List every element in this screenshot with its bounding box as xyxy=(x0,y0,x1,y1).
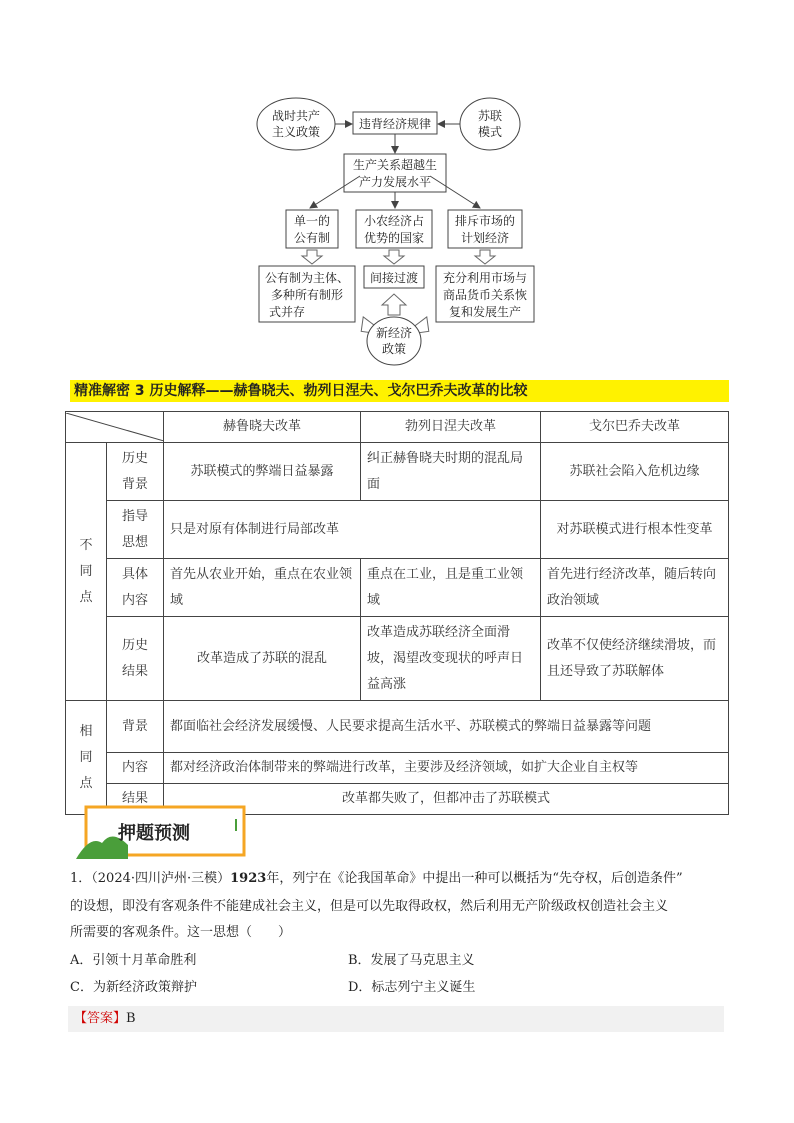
result-right-line3: 复和发展生产 xyxy=(448,305,522,319)
row-label-same-content: 内容 xyxy=(107,753,164,784)
branch-mid-line1: 小农经济占 xyxy=(363,214,425,228)
branch-right-line2: 计划经济 xyxy=(460,231,510,245)
corner-diagonal xyxy=(66,413,164,441)
question-year: 1923 xyxy=(230,871,267,886)
table-row xyxy=(66,559,729,617)
middle-box-line1: 生产关系超越生 xyxy=(352,158,438,172)
question-source: （2024·四川泸州·三模） xyxy=(91,871,231,886)
row-label-bg: 历史背景 xyxy=(107,443,164,501)
row-label-content: 具体内容 xyxy=(107,559,164,617)
prediction-banner xyxy=(76,805,246,861)
cell-content-c1: 首先从农业开始，重点在农业领域 xyxy=(164,559,361,617)
question-line1-rest: 年，列宁在《论我国革命》中提出一种可以概括为“先夺权，后创造条件” xyxy=(266,871,683,886)
bottom-circle-line2: 政策 xyxy=(381,342,407,356)
result-left-line3: 式并存 xyxy=(268,305,306,319)
answer-bar xyxy=(68,1006,724,1032)
group-diff-label: 不同点 xyxy=(66,443,107,701)
cell-same-result: 改革都失败了，但都冲击了苏联模式 xyxy=(164,784,729,815)
section-heading: 精准解密 3 历史解释——赫鲁晓夫、勃列日涅夫、戈尔巴乔夫改革的比较 xyxy=(70,380,729,402)
table-header-row xyxy=(66,412,729,443)
header-brezhnev: 勃列日涅夫改革 xyxy=(361,412,541,443)
cell-result-c1: 改革造成了苏联的混乱 xyxy=(164,617,361,701)
right-circle-line2: 模式 xyxy=(477,125,503,139)
option-b[interactable]: B．发展了马克思主义 xyxy=(348,953,475,968)
option-d[interactable]: D．标志列宁主义诞生 xyxy=(348,980,476,995)
branch-left-line1: 单一的 xyxy=(293,214,331,228)
row-label-same-bg: 背景 xyxy=(107,701,164,753)
group-same-label: 相同点 xyxy=(66,701,107,815)
cell-content-c3: 首先进行经济改革，随后转向政治领域 xyxy=(541,559,729,617)
cell-same-bg: 都面临社会经济发展缓慢、人民要求提高生活水平、苏联模式的弊端日益暴露等问题 xyxy=(164,701,729,753)
cell-same-content: 都对经济政治体制带来的弊端进行改革，主要涉及经济领域，如扩大企业自主权等 xyxy=(164,753,729,784)
bottom-circle-line1: 新经济 xyxy=(375,326,413,340)
left-circle-node xyxy=(257,98,335,150)
right-circle-line1: 苏联 xyxy=(477,109,503,123)
row-label-result: 历史结果 xyxy=(107,617,164,701)
header-gorbachev: 戈尔巴乔夫改革 xyxy=(541,412,729,443)
result-left-line1: 公有制为主体、 xyxy=(264,271,350,285)
cell-content-c2: 重点在工业，且是重工业领域 xyxy=(361,559,541,617)
cell-bg-c1: 苏联模式的弊端日益暴露 xyxy=(164,443,361,501)
answer-label: 【答案】 xyxy=(74,1011,127,1026)
corner-cell xyxy=(66,412,164,443)
question-line2: 的设想，即没有客观条件不能建成社会主义，但是可以先取得政权，然后利用无产阶级政权创造社会主义 xyxy=(70,899,669,914)
branch-mid-line2: 优势的国家 xyxy=(363,231,425,245)
cell-result-c2: 改革造成苏联经济全面滑坡，渴望改变现状的呼声日益高涨 xyxy=(361,617,541,701)
table-row xyxy=(66,443,729,501)
question-number: 1． xyxy=(70,871,92,886)
cell-bg-c2: 纠正赫鲁晓夫时期的混乱局面 xyxy=(361,443,541,501)
cell-bg-c3: 苏联社会陷入危机边缘 xyxy=(541,443,729,501)
result-mid-text: 间接过渡 xyxy=(369,271,419,285)
option-c[interactable]: C．为新经济政策辩护 xyxy=(70,980,197,995)
result-right-line2: 商品货币关系恢 xyxy=(442,288,528,302)
left-circle-line2: 主义政策 xyxy=(271,125,321,139)
right-circle-node xyxy=(460,98,520,150)
cell-result-c3: 改革不仅使经济继续滑坡，而且还导致了苏联解体 xyxy=(541,617,729,701)
row-label-guide: 指导思想 xyxy=(107,501,164,559)
question-line3: 所需要的客观条件。这一思想（ ） xyxy=(70,925,292,940)
table-row xyxy=(66,617,729,701)
banner-title: 押题预测 xyxy=(118,823,190,844)
table-row xyxy=(66,501,729,559)
table-row xyxy=(66,701,729,753)
comparison-table xyxy=(65,411,729,815)
branch-right-line1: 排斥市场的 xyxy=(454,214,516,228)
question-line1 xyxy=(70,866,730,892)
middle-box-line2: 产力发展水平 xyxy=(358,175,432,189)
header-khrushchev: 赫鲁晓夫改革 xyxy=(164,412,361,443)
option-a[interactable]: A．引领十月革命胜利 xyxy=(70,953,197,968)
cell-guide-c3: 对苏联模式进行根本性变革 xyxy=(541,501,729,559)
result-right-line1: 充分利用市场与 xyxy=(442,271,528,285)
result-left-line2: 多种所有制形 xyxy=(270,288,344,302)
table-row xyxy=(66,753,729,784)
bottom-circle-node xyxy=(367,317,421,365)
row-label-same-result: 结果 xyxy=(107,784,164,815)
branch-left-line2: 公有制 xyxy=(293,231,331,245)
cell-guide-c12: 只是对原有体制进行局部改革 xyxy=(164,501,541,559)
concept-diagram xyxy=(0,0,794,370)
left-circle-line1: 战时共产 xyxy=(271,109,321,123)
answer-value: B xyxy=(126,1011,136,1026)
center-box-text: 违背经济规律 xyxy=(358,117,432,131)
